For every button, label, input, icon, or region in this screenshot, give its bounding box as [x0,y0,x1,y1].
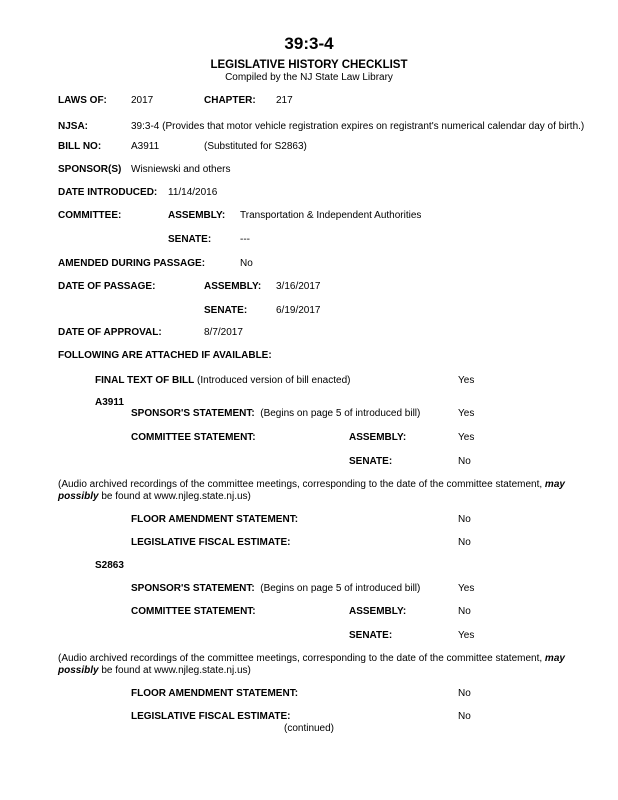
committee-assembly-label: ASSEMBLY: [168,210,226,221]
final-text-value: Yes [458,375,475,386]
committee-senate-value: --- [240,234,250,245]
sponsor-label: SPONSOR(S) [58,164,122,175]
a3911-committee-label: COMMITTEE STATEMENT: [131,432,256,443]
laws-of-label: LAWS OF: [58,95,107,106]
compiled-by: Compiled by the NJ State Law Library [225,72,393,83]
njsa-label: NJSA: [58,121,89,132]
bill-no-note: (Substituted for S2863) [204,141,307,152]
s2863-assembly-value: No [458,606,471,617]
bill-no-value: A3911 [131,141,160,152]
s2863-floor-label: FLOOR AMENDMENT STATEMENT: [131,688,299,699]
audio-note-emphasis: may possibly [58,479,565,502]
final-text-note: (Introduced version of bill enacted) [197,375,351,386]
bill-section-s2863: S2863 [95,560,124,571]
chapter-value: 217 [276,95,293,106]
final-text-row [95,375,350,387]
a3911-assembly-value: Yes [458,432,475,443]
checklist-subtitle: LEGISLATIVE HISTORY CHECKLIST [210,59,408,71]
njsa-value: 39:3-4 (Provides that motor vehicle registration expires on registrant's numerical calendar day of birth.) [131,121,585,132]
passage-senate-label: SENATE: [204,305,248,316]
s2863-sponsor-row [131,583,420,595]
a3911-floor-label: FLOOR AMENDMENT STATEMENT: [131,514,299,525]
s2863-fiscal-value: No [458,711,471,722]
a3911-sponsor-label: SPONSOR'S STATEMENT: [131,408,255,419]
a3911-assembly-label: ASSEMBLY: [349,432,407,443]
final-text-label: FINAL TEXT OF BILL [95,375,195,386]
continued-note: (continued) [283,723,335,734]
s2863-senate-value: Yes [458,630,475,641]
a3911-fiscal-label: LEGISLATIVE FISCAL ESTIMATE: [131,537,291,548]
s2863-sponsor-label: SPONSOR'S STATEMENT: [131,583,255,594]
attached-heading: FOLLOWING ARE ATTACHED IF AVAILABLE: [58,350,272,361]
a3911-senate-value: No [458,456,471,467]
audio-note-emphasis: may possibly [58,653,565,676]
audio-note-text: (Audio archived recordings of the committee meetings, corresponding to the date of the committee statement, [58,479,545,490]
date-of-approval-value: 8/7/2017 [204,327,243,338]
passage-senate-value: 6/19/2017 [276,305,321,316]
s2863-committee-label: COMMITTEE STATEMENT: [131,606,256,617]
bill-section-a3911: A3911 [95,397,124,408]
audio-note-2 [58,653,603,677]
a3911-sponsor-note: (Begins on page 5 of introduced bill) [260,408,421,419]
amended-label: AMENDED DURING PASSAGE: [58,258,206,269]
date-of-passage-label: DATE OF PASSAGE: [58,281,156,292]
s2863-floor-value: No [458,688,471,699]
committee-label: COMMITTEE: [58,210,122,221]
committee-senate-label: SENATE: [168,234,212,245]
s2863-sponsor-value: Yes [458,583,475,594]
committee-assembly-value: Transportation & Independent Authorities [240,210,422,221]
laws-of-value: 2017 [131,95,154,106]
a3911-floor-value: No [458,514,471,525]
date-introduced-value: 11/14/2016 [168,187,218,198]
s2863-senate-label: SENATE: [349,630,393,641]
amended-value: No [240,258,253,269]
date-introduced-label: DATE INTRODUCED: [58,187,158,198]
a3911-sponsor-row [131,408,420,420]
sponsor-value: Wisniewski and others [131,164,231,175]
date-of-approval-label: DATE OF APPROVAL: [58,327,162,338]
page-title: 39:3-4 [284,34,334,53]
audio-note-text: be found at www.njleg.state.nj.us) [98,665,251,676]
audio-note-text: be found at www.njleg.state.nj.us) [98,491,251,502]
chapter-label: CHAPTER: [204,95,256,106]
bill-no-label: BILL NO: [58,141,102,152]
a3911-sponsor-value: Yes [458,408,475,419]
a3911-senate-label: SENATE: [349,456,393,467]
a3911-fiscal-value: No [458,537,471,548]
audio-note-text: (Audio archived recordings of the committee meetings, corresponding to the date of the committee statement, [58,653,545,664]
passage-assembly-label: ASSEMBLY: [204,281,262,292]
passage-assembly-value: 3/16/2017 [276,281,321,292]
s2863-fiscal-label: LEGISLATIVE FISCAL ESTIMATE: [131,711,291,722]
s2863-sponsor-note: (Begins on page 5 of introduced bill) [260,583,421,594]
s2863-assembly-label: ASSEMBLY: [349,606,407,617]
audio-note-1 [58,479,603,503]
